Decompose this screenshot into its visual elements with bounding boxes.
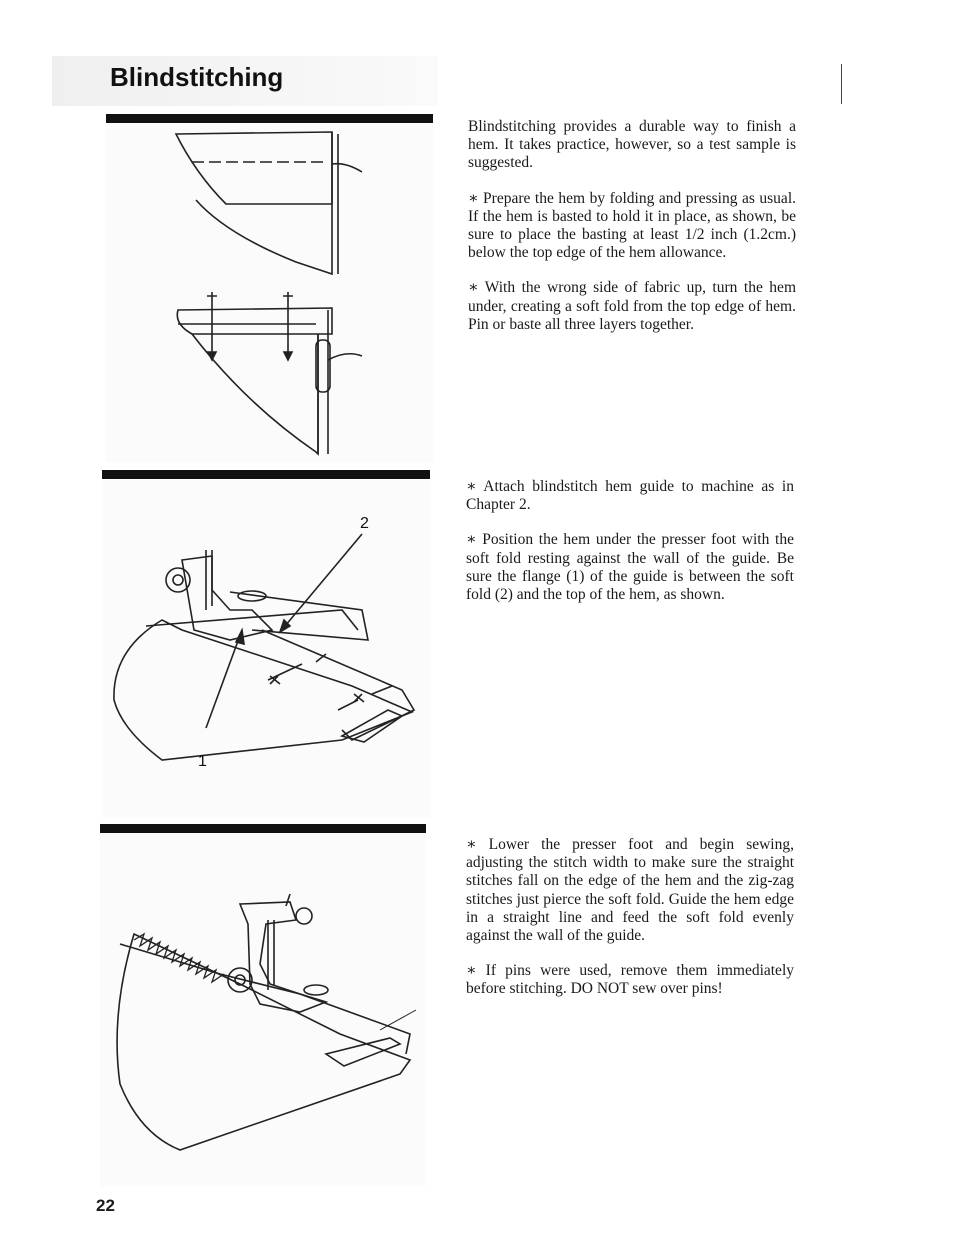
figure-sewing	[100, 834, 426, 1186]
page-title: Blindstitching	[110, 62, 284, 92]
callout-soft-fold: 2	[360, 515, 369, 532]
paragraph: ∗ Attach blindstitch hem guide to machine as in Chapter 2.	[466, 478, 794, 514]
section-rule-1	[106, 114, 433, 123]
paragraph: ∗ If pins were used, remove them immediately before stitching. DO NOT sew over pins!	[466, 962, 794, 998]
page-number: 22	[96, 1196, 115, 1215]
margin-mark	[841, 64, 842, 104]
figure-hem-fold	[106, 124, 433, 462]
section-1-text	[468, 118, 796, 351]
section-rule-3	[100, 824, 426, 833]
section-2-text	[466, 478, 794, 621]
section-rule-2	[102, 470, 430, 479]
figure-hem-guide	[102, 480, 430, 818]
paragraph: ∗ Prepare the hem by folding and pressing as usual. If the hem is basted to hold it in place, as shown, be sure to place the basting at least 1/2 inch (1.2cm.) below the top edge of the hem allowance.	[468, 189, 796, 262]
paragraph: ∗ Lower the presser foot and begin sewing, adjusting the stitch width to make sure the straight stitches fall on the edge of the hem and the zig-zag stitches just pierce the soft fold. Guide the hem edge in a straight line and feed the soft fold evenly against the wall of the guide.	[466, 836, 794, 945]
paragraph: Blindstitching provides a durable way to finish a hem. It takes practice, however, so a test sample is suggested.	[468, 118, 796, 172]
section-3-text	[466, 836, 794, 1016]
paragraph: ∗ With the wrong side of fabric up, turn the hem under, creating a soft fold from the top edge of hem. Pin or baste all three layers together.	[468, 279, 796, 333]
paragraph: ∗ Position the hem under the presser foot with the soft fold resting against the wall of the guide. Be sure the flange (1) of the guide is between the soft fold (2) and the top of the hem, as shown.	[466, 531, 794, 604]
callout-flange: 1	[198, 753, 207, 770]
